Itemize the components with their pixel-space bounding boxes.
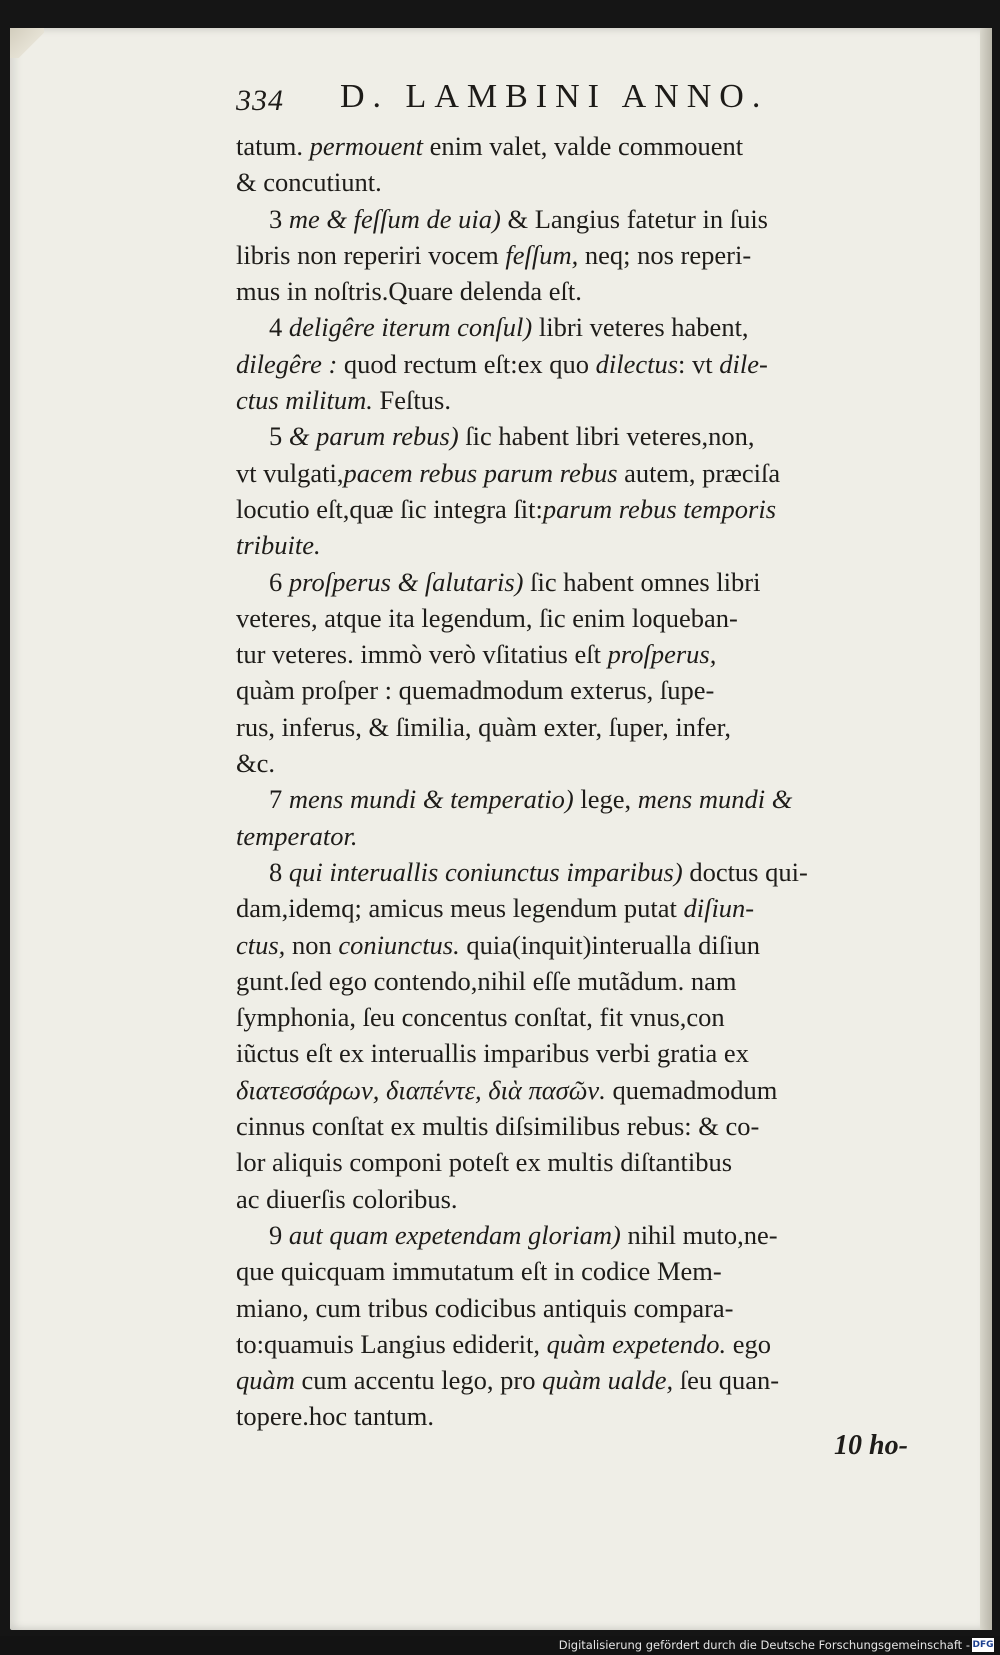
italic-span: temperator. bbox=[236, 820, 358, 851]
text-line bbox=[236, 273, 916, 309]
text-span: lor aliquis componi poteſt ex multis diſtantibus bbox=[236, 1147, 733, 1178]
text-line bbox=[236, 564, 916, 600]
italic-span: dilegêre : bbox=[236, 348, 338, 379]
text-span: & Langius fatetur in ſuis bbox=[500, 203, 768, 234]
text-line bbox=[236, 927, 916, 963]
text-span: ſic habent libri veteres,non, bbox=[458, 421, 755, 452]
catchword: 10 ho- bbox=[834, 1430, 908, 1461]
italic-span: parum rebus temporis bbox=[542, 493, 777, 524]
text-line bbox=[236, 1072, 916, 1108]
running-head: D. LAMBINI ANNO. bbox=[340, 78, 769, 115]
italic-span: διατεσσάρων, διαπέντε, διὰ πασῶν. bbox=[236, 1074, 606, 1105]
text-span: libri veteres habent, bbox=[532, 312, 749, 343]
text-line bbox=[236, 818, 916, 854]
italic-span: me & feſſum de uia) bbox=[288, 203, 501, 234]
text-span: ſeu quan- bbox=[673, 1365, 780, 1396]
italic-span: mens mundi & bbox=[637, 784, 793, 815]
text-span: tur veteres. immò verò vſitatius eſt bbox=[236, 639, 608, 670]
text-line bbox=[236, 527, 916, 563]
text-span: Feſtus. bbox=[372, 385, 451, 416]
italic-span: diſiun- bbox=[683, 893, 755, 924]
text-line bbox=[236, 455, 916, 491]
text-span: quia(inquit)interualla diſiun bbox=[459, 929, 761, 960]
text-line bbox=[236, 1217, 916, 1253]
text-span: nihil muto,ne- bbox=[620, 1219, 778, 1250]
text-span: iũctus eſt ex interuallis imparibus verbi gratia ex bbox=[236, 1038, 749, 1069]
text-span: dam,idemq; amicus meus legendum putat bbox=[236, 893, 684, 924]
text-span: &c. bbox=[236, 748, 275, 779]
text-line bbox=[236, 890, 916, 926]
text-span: 6 bbox=[269, 566, 289, 597]
text-span: ac diuerſis coloribus. bbox=[236, 1183, 458, 1214]
text-span: neq; nos reperi- bbox=[578, 239, 752, 270]
folded-corner bbox=[10, 28, 44, 58]
text-line bbox=[236, 128, 916, 164]
italic-span: mens mundi & temperatio) bbox=[288, 784, 574, 815]
text-span: 8 bbox=[269, 856, 289, 887]
text-span: autem, præciſa bbox=[617, 457, 781, 488]
text-span: 7 bbox=[269, 784, 289, 815]
italic-span: pacem rebus parum rebus bbox=[343, 457, 618, 488]
text-line bbox=[236, 1035, 916, 1071]
text-span: quàm proſper : quemadmodum exterus, ſupe- bbox=[236, 675, 715, 706]
text-line bbox=[236, 999, 916, 1035]
text-line bbox=[236, 346, 916, 382]
italic-span: aut quam expetendam gloriam) bbox=[288, 1219, 621, 1250]
text-span: ſymphonia, ſeu concentus conſtat, fit vnus,con bbox=[236, 1002, 725, 1033]
text-line bbox=[236, 1108, 916, 1144]
text-line bbox=[236, 1290, 916, 1326]
text-span: 5 bbox=[269, 421, 289, 452]
italic-span: quàm bbox=[236, 1365, 295, 1396]
page-number: 334 bbox=[236, 84, 284, 117]
text-line bbox=[236, 1326, 916, 1362]
text-span: quemadmodum bbox=[605, 1074, 778, 1105]
text-line bbox=[236, 237, 916, 273]
italic-span: proſperus & ſalutaris) bbox=[288, 566, 524, 597]
italic-span: ctus militum. bbox=[236, 385, 373, 416]
text-line bbox=[236, 600, 916, 636]
text-line bbox=[236, 1362, 916, 1398]
italic-span: & parum rebus) bbox=[288, 421, 459, 452]
text-span: : vt bbox=[678, 348, 720, 379]
text-span: ſic habent omnes libri bbox=[523, 566, 761, 597]
text-line bbox=[236, 1181, 916, 1217]
text-span: tatum. bbox=[236, 131, 310, 161]
text-line bbox=[236, 418, 916, 454]
text-line bbox=[236, 1144, 916, 1180]
italic-span: proſperus, bbox=[607, 639, 717, 670]
text-span: 3 bbox=[269, 203, 289, 234]
text-line bbox=[236, 745, 916, 781]
italic-span: deligêre iterum conſul) bbox=[288, 312, 533, 343]
text-span: libris non reperiri vocem bbox=[236, 239, 506, 270]
text-span: veteres, atque ita legendum, ſic enim loqueban- bbox=[236, 602, 738, 633]
page-header bbox=[236, 78, 856, 128]
italic-span: permouent bbox=[309, 131, 423, 161]
text-span: miano, cum tribus codicibus antiquis compara- bbox=[236, 1292, 734, 1323]
text-span: cinnus conſtat ex multis diſsimilibus rebus: & co- bbox=[236, 1111, 760, 1142]
text-span: ego bbox=[726, 1328, 772, 1359]
text-line bbox=[236, 491, 916, 527]
text-span: cum accentu lego, pro bbox=[294, 1365, 543, 1396]
text-line bbox=[236, 672, 916, 708]
text-line bbox=[236, 309, 916, 345]
text-line bbox=[236, 164, 916, 200]
text-line bbox=[236, 382, 916, 418]
italic-span: coniunctus. bbox=[338, 929, 460, 960]
text-span: non bbox=[285, 929, 339, 960]
text-line bbox=[236, 201, 916, 237]
text-span: gunt.ſed ego contendo,nihil eſſe mutãdum. nam bbox=[236, 965, 737, 996]
italic-span: tribuite. bbox=[236, 530, 321, 561]
text-span: enim valet, valde commouent bbox=[422, 131, 744, 161]
text-line bbox=[236, 636, 916, 672]
text-span: lege, bbox=[573, 784, 638, 815]
text-span: locutio eſt,quæ ſic integra ſit: bbox=[236, 493, 543, 524]
text-span: 4 bbox=[269, 312, 289, 343]
text-span: que quicquam immutatum eſt in codice Mem- bbox=[236, 1256, 722, 1287]
text-span: mus in noſtris.Quare delenda eſt. bbox=[236, 276, 582, 307]
text-line bbox=[236, 1398, 916, 1434]
text-line bbox=[236, 781, 916, 817]
text-line bbox=[236, 963, 916, 999]
text-line bbox=[236, 1253, 916, 1289]
italic-span: qui interuallis coniunctus imparibus) bbox=[288, 856, 683, 887]
italic-span: dilectus bbox=[595, 348, 679, 379]
page-spine-edge bbox=[980, 28, 992, 1630]
italic-span: quàm ualde, bbox=[542, 1365, 674, 1396]
text-span: doctus qui- bbox=[682, 856, 808, 887]
text-span: & concutiunt. bbox=[236, 167, 382, 198]
body-text bbox=[236, 128, 916, 1435]
text-line bbox=[236, 854, 916, 890]
text-span: topere.hoc tantum. bbox=[236, 1401, 434, 1432]
dfg-logo: DFG bbox=[972, 1640, 994, 1650]
text-span: 9 bbox=[269, 1219, 289, 1250]
text-span: quod rectum eſt:ex quo bbox=[337, 348, 596, 379]
text-span: rus, inferus, & ſimilia, quàm exter, ſuper, infer, bbox=[236, 711, 732, 742]
text-span: to:quamuis Langius ediderit, bbox=[236, 1328, 547, 1359]
text-line bbox=[236, 709, 916, 745]
italic-span: feſſum, bbox=[505, 239, 579, 270]
italic-span: dile- bbox=[719, 348, 768, 379]
text-span: vt vulgati, bbox=[236, 457, 344, 488]
italic-span: ctus, bbox=[236, 929, 286, 960]
digitization-credit: Digitalisierung gefördert durch die Deutsche Forschungsgemeinschaft - bbox=[558, 1638, 970, 1652]
italic-span: quàm expetendo. bbox=[546, 1328, 727, 1359]
